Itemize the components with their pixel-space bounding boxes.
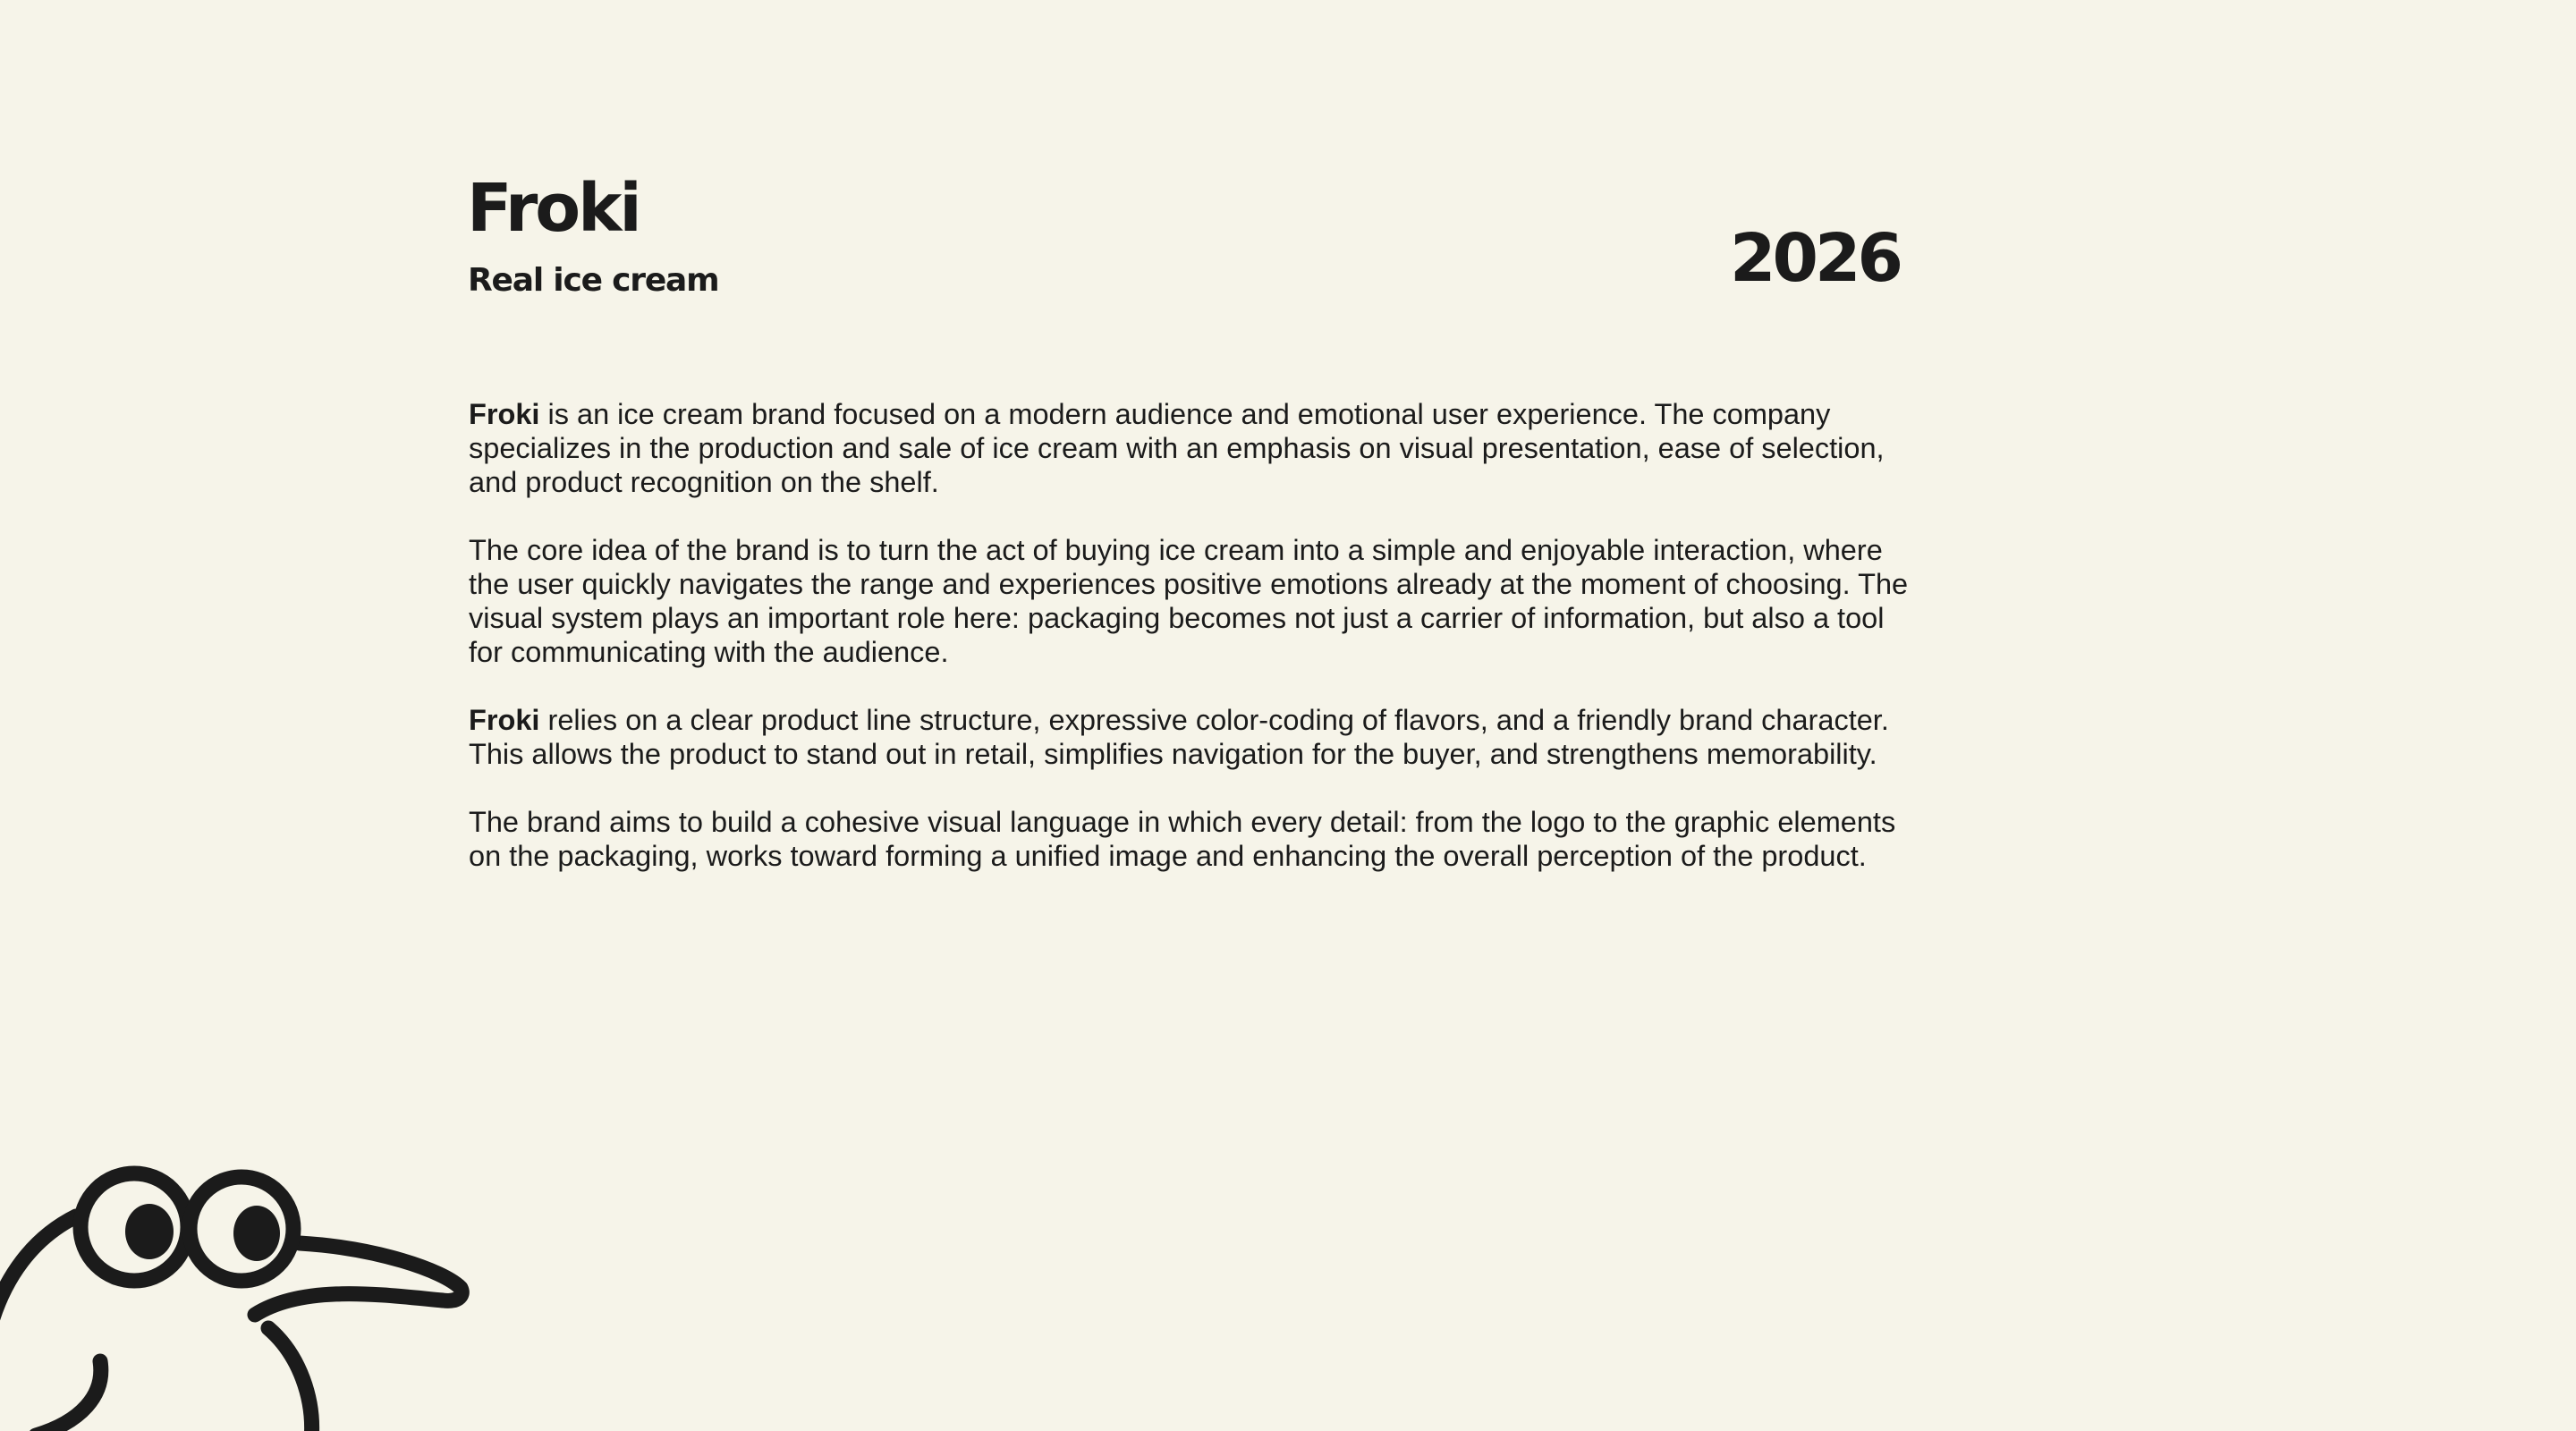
paragraph-1-lead: Froki	[469, 398, 540, 430]
year-label: 2026	[1730, 220, 1900, 297]
paragraph-3	[469, 703, 1918, 771]
paragraph-4-text: The brand aims to build a cohesive visual language in which every detail: from the logo to the graphic elements on the packaging, works toward forming a unified image and enhancing the overall perception of the product.	[469, 806, 1896, 872]
brand-tagline: Real ice cream	[468, 262, 719, 299]
paragraph-2	[469, 533, 1918, 669]
paragraph-1-text: is an ice cream brand focused on a modern audience and emotional user experience. The company specializes in the production and sale of ice cream with an emphasis on visual presentation, ease of selection, and product recognition on the shelf.	[469, 398, 1885, 498]
paragraph-1	[469, 397, 1918, 499]
brand-title: Froki	[467, 170, 640, 247]
paragraph-2-text: The core idea of the brand is to turn the act of buying ice cream into a simple and enjoyable interaction, where the user quickly navigates the range and experiences positive emotions already at the moment of choosing. The visual system plays an important role here: packaging becomes not just a carrier of information, but also a tool for communicating with the audience.	[469, 534, 1909, 668]
paragraph-3-text: relies on a clear product line structure, expressive color-coding of flavors, and a friendly brand character. This allows the product to stand out in retail, simplifies navigation for the buyer, and strengthens memorability.	[469, 704, 1889, 770]
brand-description	[469, 397, 1918, 907]
paragraph-4	[469, 805, 1918, 873]
bird-mascot-icon	[0, 1145, 483, 1431]
eyes	[80, 1173, 293, 1281]
paragraph-3-lead: Froki	[469, 704, 540, 736]
